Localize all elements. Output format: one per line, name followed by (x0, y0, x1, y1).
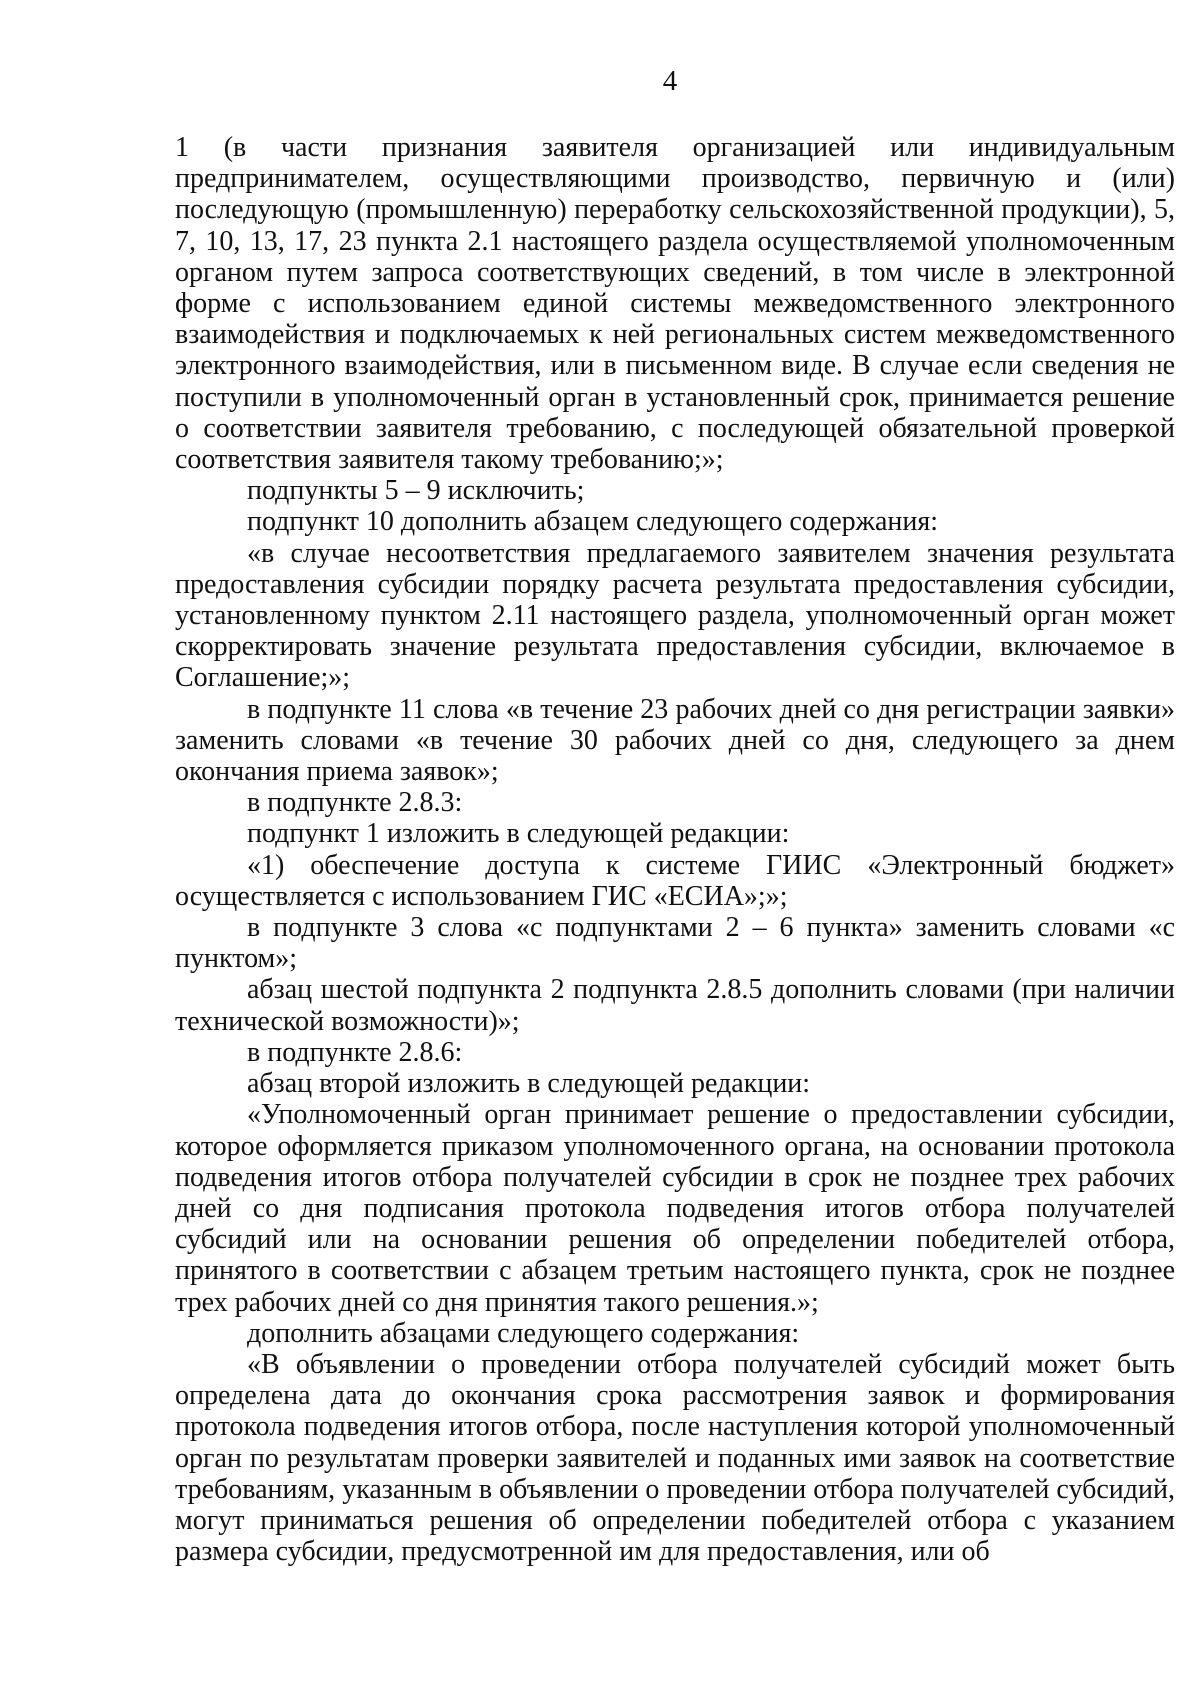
paragraph: в подпункте 11 слова «в течение 23 рабочих дней со дня регистрации заявки» заменить словами «в течение 30 рабочих дней со дня, следующего за днем окончания приема заявок»; (175, 693, 1175, 788)
paragraph: «в случае несоответствия предлагаемого заявителем значения результата предоставления субсидии порядку расчета результата предоставления субсидии, установленному пунктом 2.11 настоящего раздела, уполномоченный орган может скорректировать значение результата предоставления субсидии, включаемое в Соглашение;»; (175, 537, 1175, 694)
page-number: 4 (662, 65, 678, 97)
paragraph: 1 (в части признания заявителя организацией или индивидуальным предпринимателем, осуществляющими производство, первичную и (или) последующую (промышленную) переработку сельскохозяйственной продукции), 5, 7, 10, 13, 17, 23 пункта 2.1 настоящего раздела осуществляемой уполномоченным органом путем запроса соответствующих сведений, в том числе в электронной форме с использованием единой системы межведомственного электронного взаимодействия и подключаемых к ней региональных систем межведомственного электронного взаимодействия, или в письменном виде. В случае если сведения не поступили в уполномоченный орган в установленный срок, принимается решение о соответствии заявителя требованию, с последующей обязательной проверкой соответствия заявителя такому требованию;»; (175, 132, 1175, 476)
paragraph: «Уполномоченный орган принимает решение о предоставлении субсидии, которое оформляется приказом уполномоченного органа, на основании протокола подведения итогов отбора получателей субсидии в срок не позднее трех рабочих дней со дня подписания протокола подведения итогов отбора получателей субсидий или на основании решения об определении победителей отбора, принятого в соответствии с абзацем третьим настоящего пункта, срок не позднее трех рабочих дней со дня принятия такого решения.»; (175, 1099, 1175, 1318)
paragraph: в подпункте 2.8.6: (247, 1036, 463, 1068)
paragraph: подпункт 1 изложить в следующей редакции: (247, 818, 790, 850)
paragraph: абзац второй изложить в следующей редакции: (247, 1068, 811, 1100)
document-body (175, 132, 1175, 1567)
paragraph: подпункты 5 – 9 исключить; (247, 475, 585, 507)
paragraph: в подпункте 3 слова «с подпунктами 2 – 6 пункта» заменить словами «с пунктом»; (175, 912, 1175, 975)
paragraph: «1) обеспечение доступа к системе ГИИС «Электронный бюджет» осуществляется с использованием ГИС «ЕСИА»;»; (175, 849, 1175, 912)
paragraph: абзац шестой подпункта 2 подпункта 2.8.5 дополнить словами (при наличии технической возможности)»; (175, 974, 1175, 1037)
paragraph: «В объявлении о проведении отбора получателей субсидий может быть определена дата до окончания срока рассмотрения заявок и формирования протокола подведения итогов отбора, после наступления которой уполномоченный орган по результатам проверки заявителей и поданных ими заявок на соответствие требованиям, указанным в объявлении о проведении отбора получателей субсидий, могут приниматься решения об определении победителей отбора с указанием размера субсидии, предусмотренной им для предоставления, или об (175, 1348, 1175, 1568)
paragraph: в подпункте 2.8.3: (247, 787, 463, 819)
paragraph: дополнить абзацами следующего содержания: (247, 1317, 800, 1349)
paragraph: подпункт 10 дополнить абзацем следующего содержания: (247, 506, 939, 538)
